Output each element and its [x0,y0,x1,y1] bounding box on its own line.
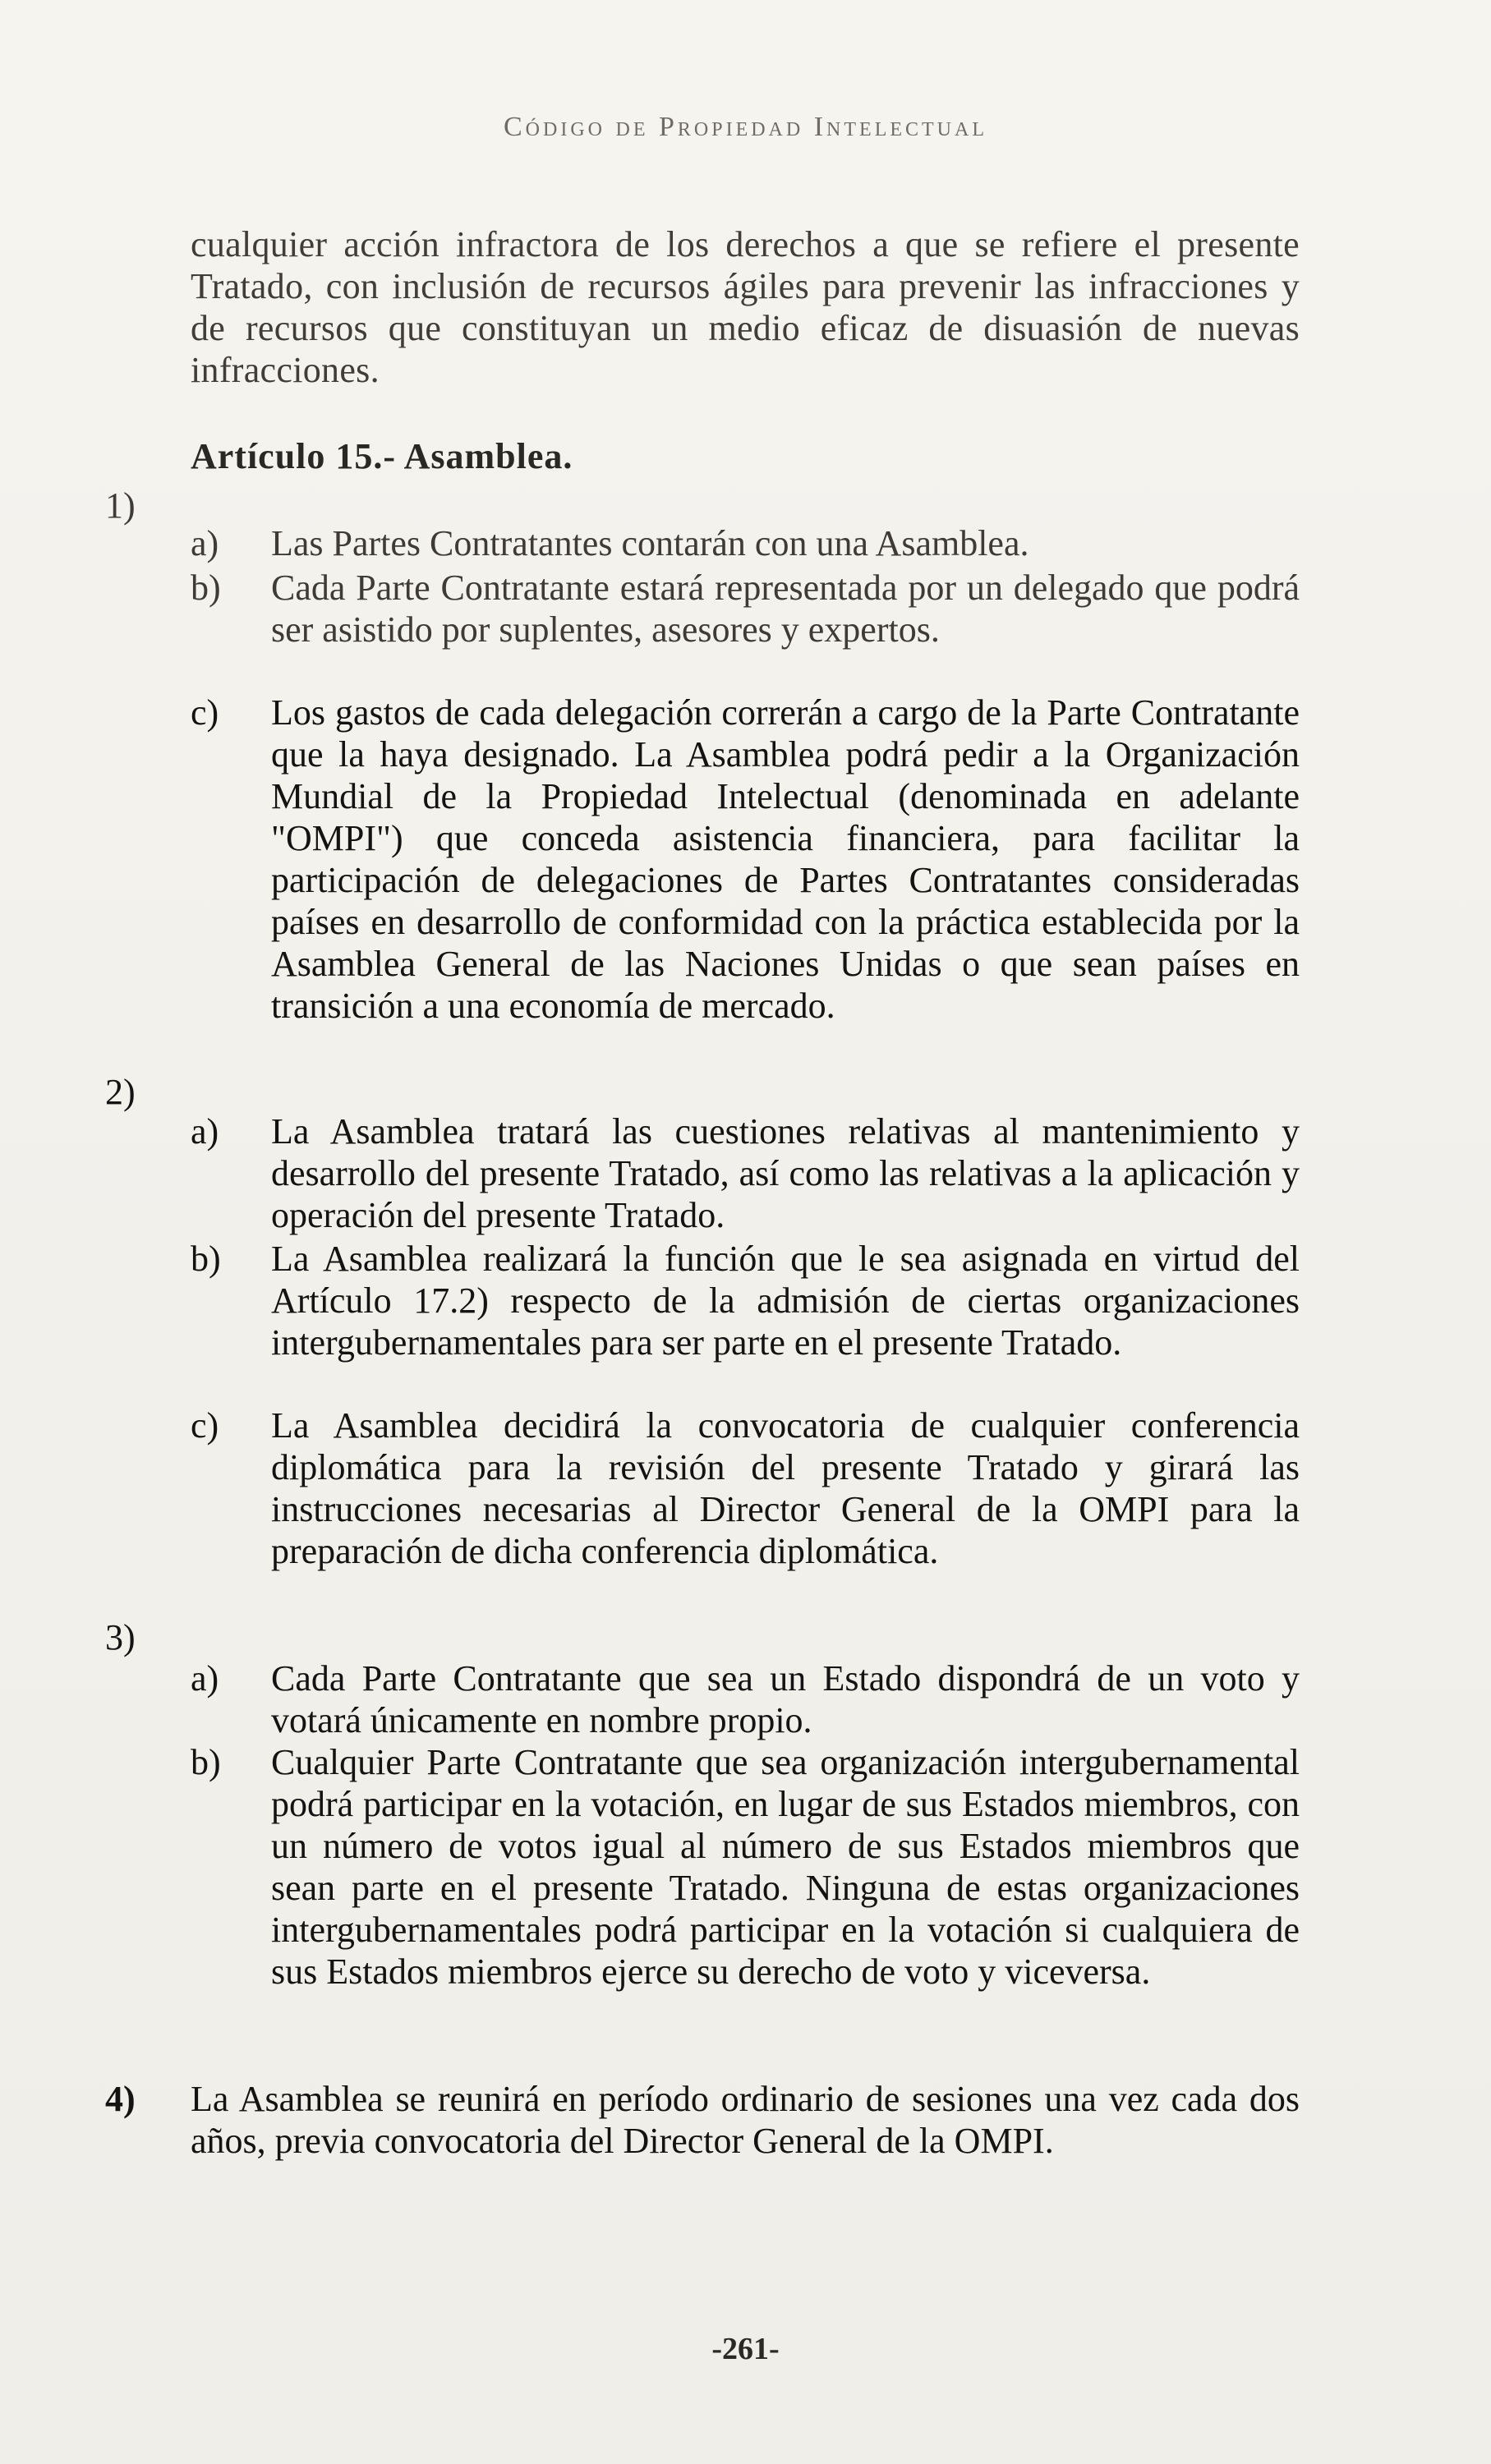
page-number: -261- [711,2332,780,2366]
item-letter: b) [191,1239,221,1279]
item-text: La Asamblea tratará las cuestiones relativas al mantenimiento y desarrollo del presente Tratado, así como las relativas a la aplicación y operación del presente Tratado. [271,1111,1300,1235]
item-letter: b) [191,1742,221,1782]
list-item-3b [191,1741,1300,1993]
item-letter: a) [191,1111,219,1152]
item-text: Cada Parte Contratante estará representada por un delegado que podrá ser asistido por suplentes, asesores y expertos. [271,568,1300,650]
item-letter: b) [191,568,221,608]
article-heading: Artículo 15.- Asamblea. [191,436,573,476]
list-item-2c [191,1404,1300,1572]
item-letter: c) [191,1405,219,1446]
list-item-1b [191,567,1300,650]
item-text: Las Partes Contratantes contarán con una Asamblea. [271,523,1029,563]
item-letter: a) [191,523,219,563]
list-item-3a [191,1657,1300,1741]
list-item-2b [191,1238,1300,1363]
intro-paragraph: cualquier acción infractora de los derechos a que se refiere el presente Tratado, con inclusión de recursos ágiles para prevenir las infracciones y de recursos que constituyan un medio eficaz de disuasión de nuevas infracciones. [191,224,1300,390]
section-number-4: 4) [105,2079,136,2119]
section-number-1: 1) [105,485,136,526]
section-number-2: 2) [105,1072,136,1112]
running-head: Código de Propiedad Intelectual [503,112,988,142]
item-text: Cada Parte Contratante que sea un Estado dispondrá de un voto y votará únicamente en nombre propio. [271,1658,1300,1740]
section-number-3: 3) [105,1617,136,1657]
item-letter: c) [191,692,219,733]
list-item-1a [191,522,1300,564]
item-text: Cualquier Parte Contratante que sea organización intergubernamental podrá participar en la votación, en lugar de sus Estados miembros, con un número de votos igual al número de sus Estados miembros que sean parte en el presente Tratado. Ninguna de estas organizaciones intergubernamentales podrá participar en la votación si cualquiera de sus Estados miembros ejerce su derecho de voto y viceversa. [271,1742,1300,1992]
item-letter: a) [191,1658,219,1699]
list-item-2a [191,1110,1300,1236]
section-4-text: La Asamblea se reunirá en período ordinario de sesiones una vez cada dos años, previa convocatoria del Director General de la OMPI. [191,2079,1300,2161]
item-text: La Asamblea decidirá la convocatoria de cualquier conferencia diplomática para la revisión del presente Tratado y girará las instrucciones necesarias al Director General de la OMPI para la preparación de dicha conferencia diplomática. [271,1405,1300,1571]
item-text: Los gastos de cada delegación correrán a cargo de la Parte Contratante que la haya designado. La Asamblea podrá pedir a la Organización Mundial de la Propiedad Intelectual (denominada en adelante "OMPI") que conceda asistencia financiera, para facilitar la participación de delegaciones de Partes Contratantes consideradas países en desarrollo de conformidad con la práctica establecida por la Asamblea General de las Naciones Unidas o que sean países en transición a una economía de mercado. [271,692,1300,1026]
list-item-1c [191,692,1300,1027]
item-text: La Asamblea realizará la función que le sea asignada en virtud del Artículo 17.2) respecto de la admisión de ciertas organizaciones intergubernamentales para ser parte en el presente Tratado. [271,1239,1300,1363]
